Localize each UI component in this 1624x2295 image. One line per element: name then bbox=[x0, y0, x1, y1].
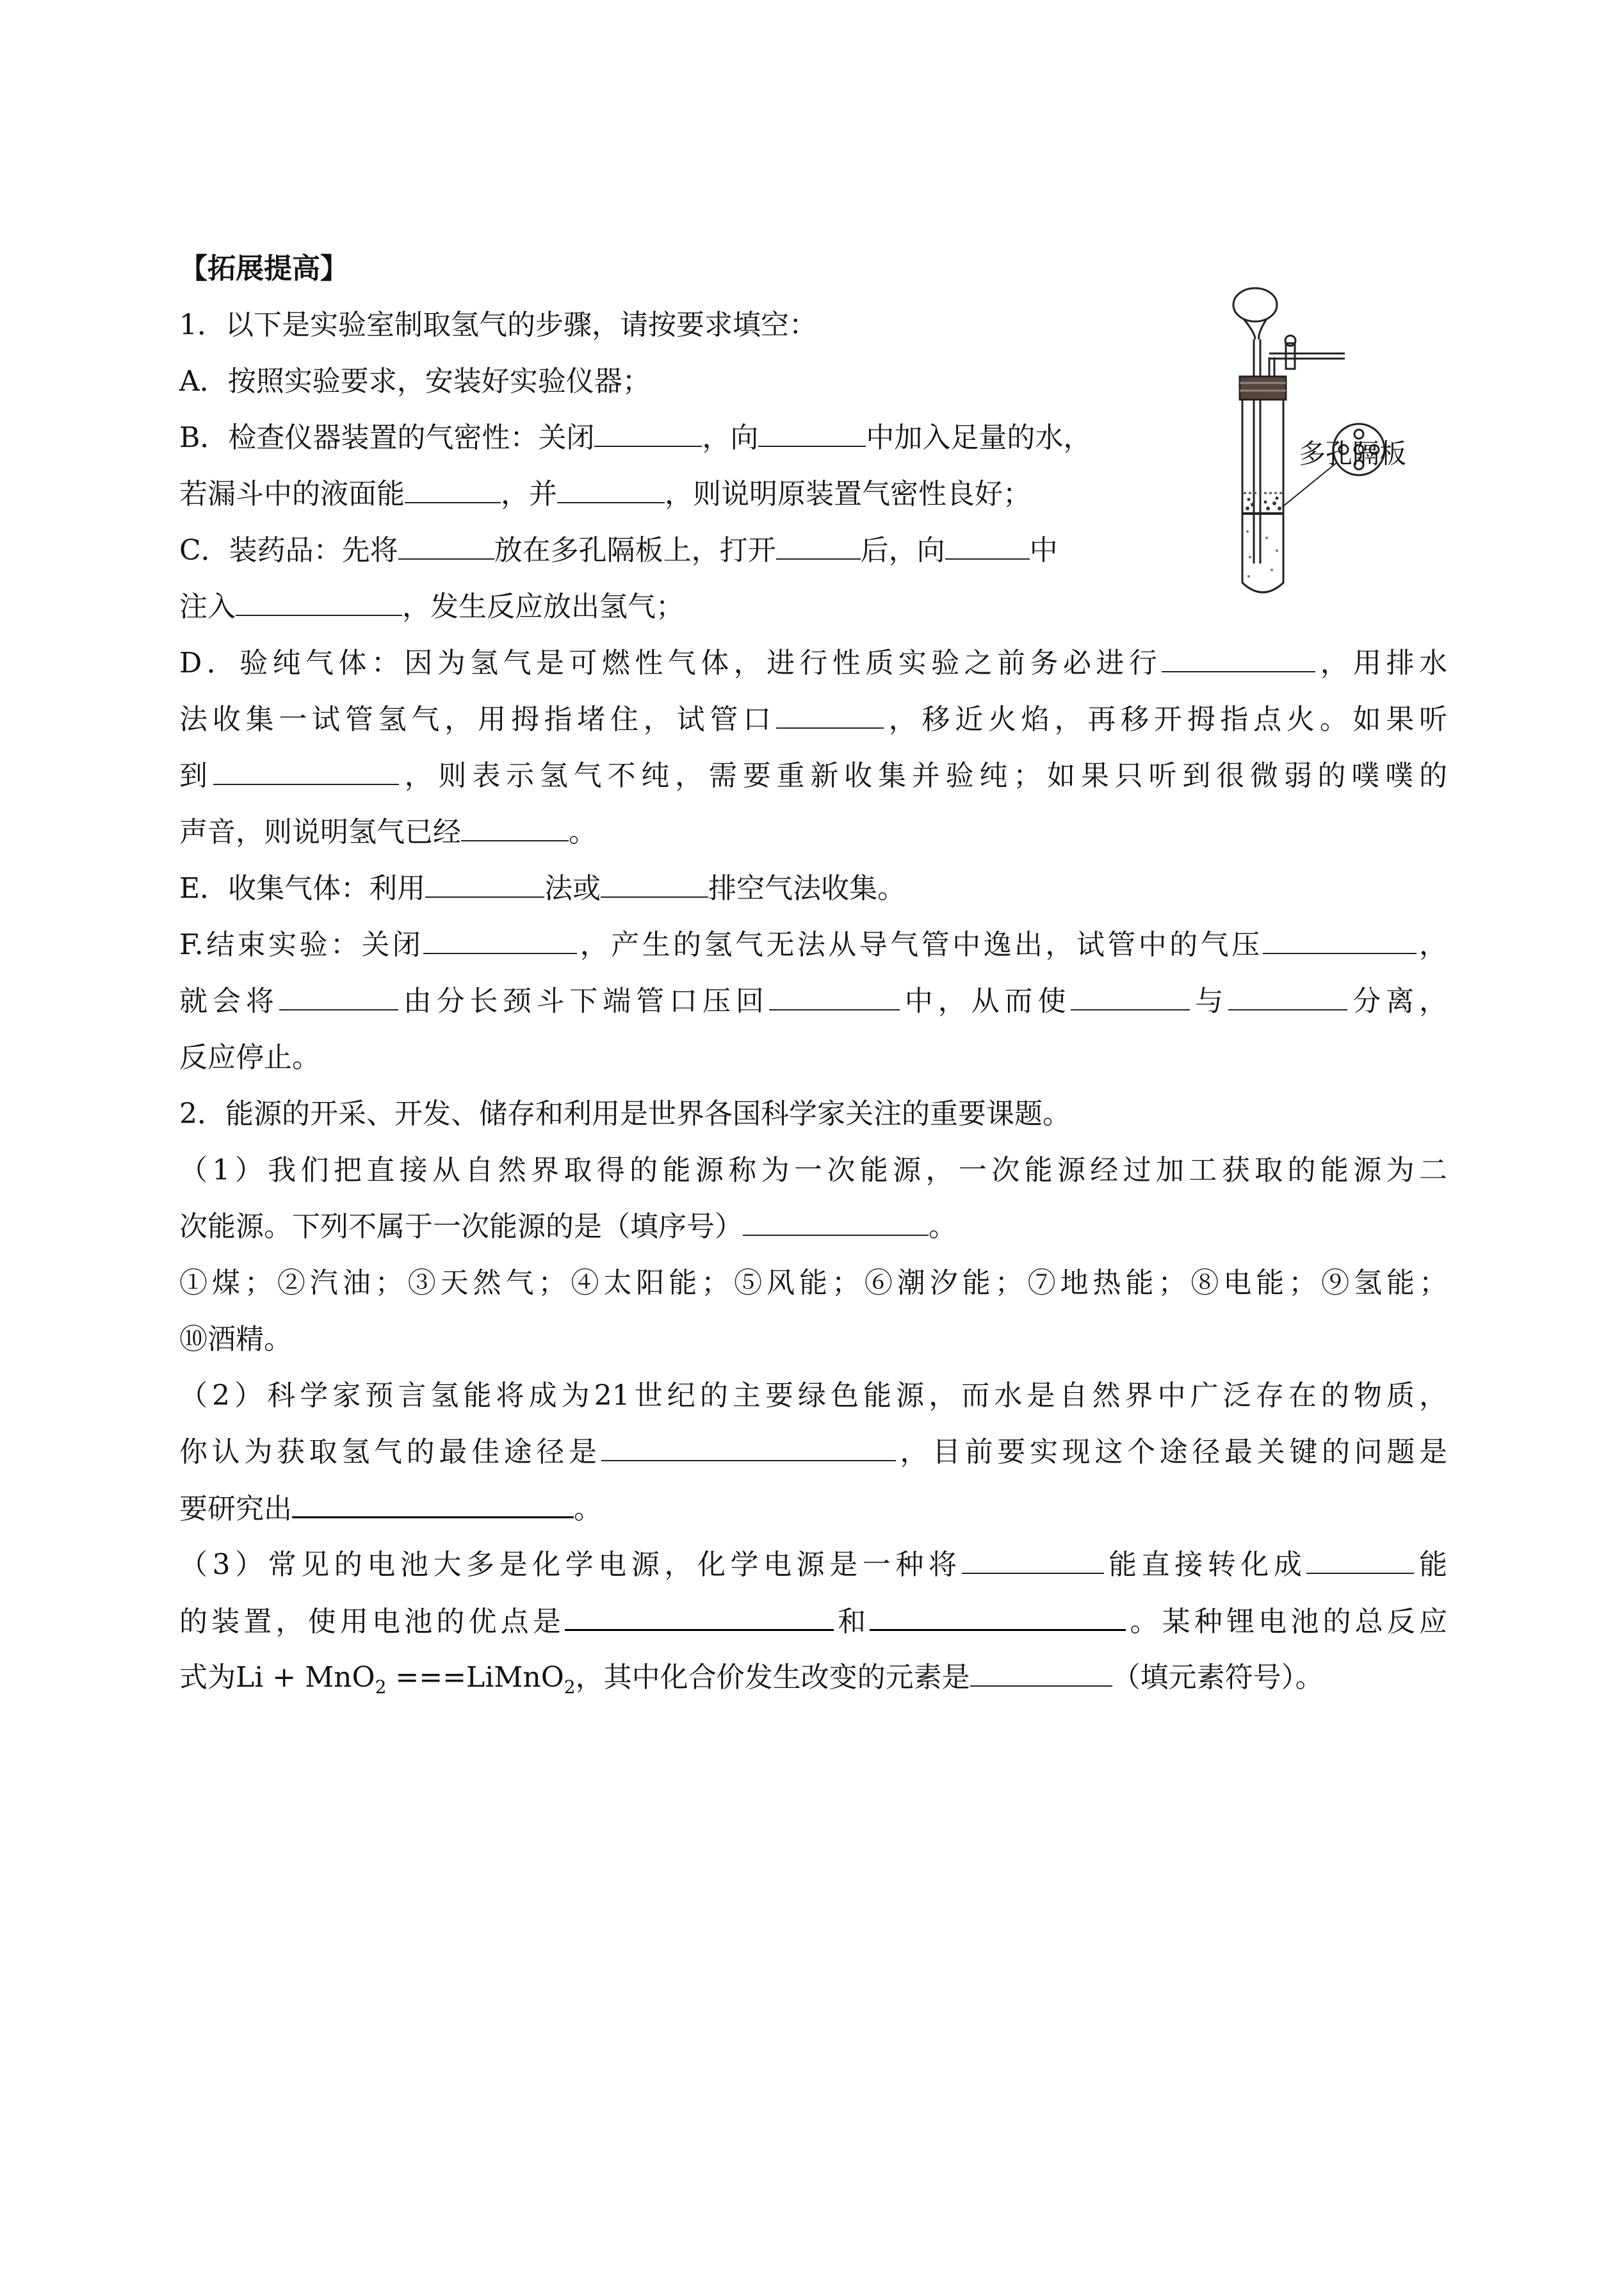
text: 放在多孔隔板上，打开 bbox=[494, 534, 776, 567]
blank bbox=[1071, 982, 1190, 1010]
q1-step-e bbox=[179, 870, 905, 908]
blank bbox=[970, 1658, 1112, 1687]
text: ，发生反应放出氢气； bbox=[402, 590, 684, 623]
text: 次能源。下列不属于一次能源的是（填序号） bbox=[179, 1210, 743, 1243]
text: 中 bbox=[1029, 534, 1058, 567]
text: C．装药品：先将 bbox=[179, 534, 398, 567]
text: E．收集气体：利用 bbox=[179, 872, 426, 905]
q1-step-d-line1 bbox=[179, 644, 1447, 683]
text: ，向 bbox=[702, 421, 759, 454]
blank bbox=[1263, 926, 1417, 954]
q2-sub1-line1: （1）我们把直接从自然界取得的能源称为一次能源，一次能源经过加工获取的能源为二 bbox=[179, 1154, 1447, 1187]
q2-sub3-line2 bbox=[179, 1602, 1447, 1641]
blank bbox=[769, 982, 900, 1010]
blank bbox=[565, 1602, 834, 1631]
q1-step-b-line1 bbox=[179, 419, 1091, 457]
blank bbox=[758, 419, 866, 447]
q1-step-f-line1 bbox=[179, 926, 1447, 964]
blank bbox=[1306, 1546, 1414, 1574]
text: 式为Li + MnO bbox=[179, 1661, 375, 1694]
blank bbox=[423, 926, 577, 954]
text: 。 bbox=[574, 1493, 602, 1525]
q2-sub1-options: ①煤；②汽油；③天然气；④太阳能；⑤风能；⑥潮汐能；⑦地热能；⑧电能；⑨氢能； bbox=[179, 1267, 1447, 1299]
q2-sub3-line3 bbox=[179, 1658, 1324, 1697]
text: 法收集一试管氢气，用拇指堵住，试管口 bbox=[179, 703, 776, 736]
q2-sub2-line1: （2）科学家预言氢能将成为21世纪的主要绿色能源，而水是自然界中广泛存在的物质， bbox=[179, 1379, 1447, 1412]
blank bbox=[405, 475, 501, 503]
q1-step-d-line2 bbox=[179, 701, 1447, 739]
text: 分离， bbox=[1347, 985, 1448, 1018]
q1-intro: 1．以下是实验室制取氢气的步骤，请按要求填空： bbox=[179, 309, 817, 341]
text: 后，向 bbox=[860, 534, 945, 567]
blank bbox=[962, 1546, 1104, 1574]
text: ，则说明原装置气密性良好； bbox=[665, 478, 1031, 510]
stopcock bbox=[1286, 343, 1295, 369]
text: 的装置，使用电池的优点是 bbox=[179, 1605, 565, 1638]
text: 排空气法收集。 bbox=[708, 872, 906, 905]
q2-sub1-line2 bbox=[179, 1208, 957, 1246]
blank bbox=[236, 588, 402, 616]
q1-step-f-line2 bbox=[179, 982, 1447, 1021]
q1-step-f-line3: 反应停止。 bbox=[179, 1041, 320, 1074]
blank bbox=[398, 531, 494, 560]
text: ， bbox=[1416, 929, 1447, 961]
q1-step-a: A．按照实验要求，安装好实验仪器； bbox=[179, 365, 651, 398]
blank bbox=[776, 701, 884, 729]
text: ，其中化合价发生改变的元素是 bbox=[575, 1661, 970, 1694]
text: 法或 bbox=[544, 872, 601, 905]
q1-step-d-line3 bbox=[179, 757, 1447, 795]
text: ，产生的氢气无法从导气管中逸出，试管中的气压 bbox=[577, 929, 1263, 961]
text: 能直接转化成 bbox=[1103, 1548, 1307, 1581]
blank bbox=[776, 531, 861, 560]
text: 。 bbox=[929, 1210, 957, 1243]
blank bbox=[1162, 644, 1315, 672]
text: 要研究出 bbox=[179, 1493, 292, 1525]
blank bbox=[870, 1602, 1126, 1631]
blank bbox=[425, 870, 544, 898]
zinc-granules bbox=[1246, 497, 1281, 511]
q1-step-d-line4 bbox=[179, 813, 597, 852]
section-title: 【拓展提高】 bbox=[179, 252, 348, 285]
text: 注入 bbox=[179, 590, 236, 623]
text: （填元素符号）。 bbox=[1112, 1661, 1324, 1694]
blank bbox=[461, 813, 569, 841]
text: 与 bbox=[1190, 985, 1229, 1018]
q1-step-c-line2 bbox=[179, 588, 684, 626]
funnel-bulb bbox=[1233, 288, 1277, 321]
text: 。 bbox=[569, 816, 597, 848]
text: 中，从而使 bbox=[899, 985, 1071, 1018]
text: 。某种锂电池的总反应 bbox=[1126, 1605, 1448, 1638]
text: 和 bbox=[834, 1605, 870, 1638]
text: ，用排水 bbox=[1315, 647, 1447, 679]
text: 能 bbox=[1414, 1548, 1447, 1581]
blank bbox=[1228, 982, 1347, 1010]
text: 你认为获取氢气的最佳途径是 bbox=[179, 1436, 601, 1468]
blank bbox=[292, 1489, 574, 1518]
subscript: 2 bbox=[375, 1676, 387, 1698]
q2-intro: 2．能源的开采、开发、储存和利用是世界各国科学家关注的重要课题。 bbox=[179, 1098, 1071, 1130]
blank bbox=[743, 1208, 929, 1236]
q1-step-b-line2 bbox=[179, 475, 1031, 514]
text: D．验纯气体：因为氢气是可燃性气体，进行性质实验之前务必进行 bbox=[179, 647, 1162, 679]
text: B．检查仪器装置的气密性：关闭 bbox=[179, 421, 595, 454]
text: （3）常见的电池大多是化学电源，化学电源是一种将 bbox=[179, 1548, 962, 1581]
rubber-stopper bbox=[1240, 377, 1286, 400]
text: ，并 bbox=[501, 478, 557, 510]
text: 到 bbox=[179, 759, 213, 792]
test-tube bbox=[1242, 400, 1283, 592]
text: ，目前要实现这个途径最关键的问题是 bbox=[895, 1436, 1448, 1468]
blank bbox=[601, 870, 708, 898]
subscript: 2 bbox=[564, 1676, 576, 1698]
blank bbox=[601, 1433, 896, 1461]
blank bbox=[213, 757, 399, 785]
text: 由分长颈斗下端管口压回 bbox=[398, 985, 769, 1018]
text: 声音，则说明氢气已经 bbox=[179, 816, 461, 848]
text: 中加入足量的水， bbox=[866, 421, 1092, 454]
q2-sub2-line3 bbox=[179, 1489, 602, 1529]
text: 若漏斗中的液面能 bbox=[179, 478, 405, 510]
perforated-plate-label: 多孔隔板 bbox=[1299, 438, 1407, 469]
text: F.结束实验：关闭 bbox=[179, 929, 424, 961]
q2-sub1-options-end: ⑩酒精。 bbox=[179, 1323, 292, 1356]
liquid-dots bbox=[1246, 530, 1278, 578]
q1-step-c-line1 bbox=[179, 531, 1058, 570]
q2-sub2-line2 bbox=[179, 1433, 1447, 1472]
text: ===LiMnO bbox=[386, 1661, 564, 1694]
text: 就会将 bbox=[179, 985, 279, 1018]
blank bbox=[594, 419, 702, 447]
blank bbox=[557, 475, 665, 503]
q2-sub3-line1 bbox=[179, 1546, 1447, 1584]
blank bbox=[945, 531, 1030, 560]
blank bbox=[279, 982, 398, 1010]
text: ，则表示氢气不纯，需要重新收集并验纯；如果只听到很微弱的噗噗的 bbox=[398, 759, 1447, 792]
text: ，移近火焰，再移开拇指点火。如果听 bbox=[883, 703, 1448, 736]
